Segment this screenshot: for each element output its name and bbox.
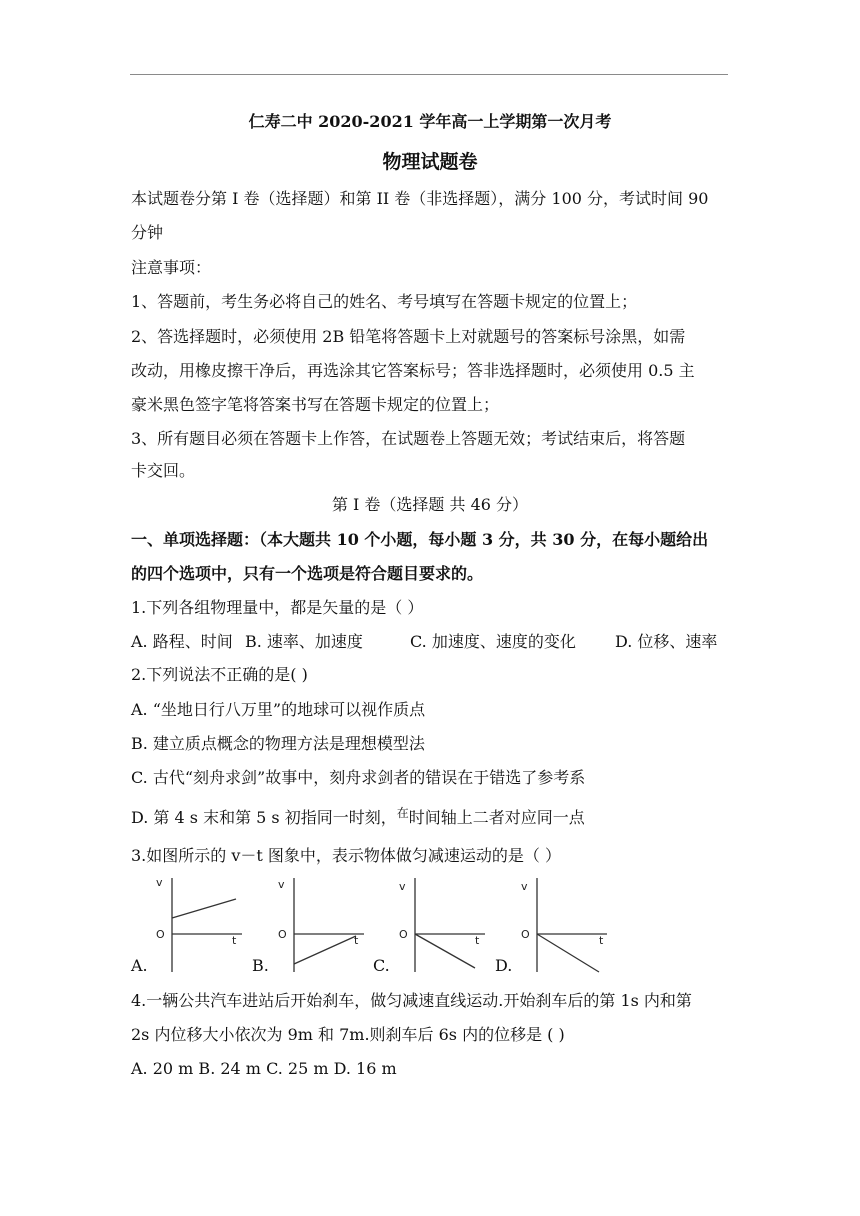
note-3-line-2: 卡交回。 — [131, 461, 196, 480]
vt-graph-b — [272, 876, 372, 976]
note-2-line-1: 2、答选择题时，必须使用 2B 铅笔将答题卡上对就题号的答案标号涂黑，如需 — [131, 327, 686, 346]
paper-subtitle: 物理试题卷 — [382, 151, 478, 173]
note-2-line-3: 豪米黑色签字笔将答案书写在答题卡规定的位置上； — [131, 395, 500, 414]
svg-text:v: v — [278, 878, 285, 891]
q3-label-c: C. — [373, 956, 390, 975]
vt-graph-c — [393, 876, 493, 976]
vt-graph-d — [515, 876, 615, 976]
section-heading-line-2: 的四个选项中，只有一个选项是符合题目要求的。 — [131, 564, 484, 583]
q2-option-d-part2: 时间轴上二者对应同一点 — [408, 808, 585, 827]
note-2-line-2: 改动，用橡皮擦干净后，再选涂其它答案标号；答非选择题时，必须使用 0.5 主 — [131, 361, 695, 380]
svg-text:t: t — [599, 934, 604, 947]
svg-text:v: v — [399, 880, 406, 893]
q4-stem-line-2: 2s 内位移大小依次为 9m 和 7m.则刹车后 6s 内的位移是 ( ) — [131, 1025, 565, 1044]
q2-option-d-small: 在 — [396, 806, 409, 820]
exam-title: 仁寿二中 2020-2021 学年高一上学期第一次月考 — [248, 112, 612, 131]
svg-text:O: O — [278, 928, 287, 941]
svg-text:t: t — [475, 934, 480, 947]
q3-label-a: A. — [131, 956, 148, 975]
q1-option-b: B. 速率、加速度 — [245, 632, 363, 651]
svg-text:O: O — [399, 928, 408, 941]
intro-line-1: 本试题卷分第 I 卷（选择题）和第 II 卷（非选择题），满分 100 分，考试时间 90 — [131, 189, 709, 208]
section-heading-line-1: 一、单项选择题：（本大题共 10 个小题，每小题 3 分，共 30 分，在每小题给出 — [131, 530, 709, 549]
q1-stem: 1.下列各组物理量中，都是矢量的是（ ） — [131, 598, 424, 617]
q2-option-d-part1: D. 第 4 s 末和第 5 s 初指同一时刻， — [131, 808, 397, 827]
q2-option-d — [131, 808, 585, 829]
svg-text:t: t — [232, 934, 237, 947]
q2-option-a: A. “坐地日行八万里”的地球可以视作质点 — [131, 700, 426, 719]
q3-label-d: D. — [495, 956, 513, 975]
q3-label-b: B. — [252, 956, 269, 975]
intro-line-2: 分钟 — [131, 223, 164, 242]
part1-heading: 第 I 卷（选择题 共 46 分） — [331, 495, 529, 514]
q2-stem: 2.下列说法不正确的是( ) — [131, 665, 308, 684]
q1-option-a: A. 路程、时间 — [131, 632, 233, 651]
header-rule — [130, 74, 728, 75]
svg-text:O: O — [156, 928, 165, 941]
q1-option-c: C. 加速度、速度的变化 — [410, 632, 576, 651]
q1-option-d: D. 位移、速率 — [615, 632, 718, 651]
vt-graph-a — [150, 876, 250, 976]
notes-heading: 注意事项： — [131, 258, 212, 277]
svg-text:O: O — [521, 928, 530, 941]
svg-text:t: t — [354, 934, 359, 947]
q4-stem-line-1: 4.一辆公共汽车进站后开始刹车，做匀减速直线运动.开始刹车后的第 1s 内和第 — [131, 991, 692, 1010]
q4-options: A. 20 m B. 24 m C. 25 m D. 16 m — [131, 1059, 397, 1078]
q3-stem: 3.如图所示的 v－t 图象中，表示物体做匀减速运动的是（ ） — [131, 846, 561, 865]
q2-option-b: B. 建立质点概念的物理方法是理想模型法 — [131, 734, 425, 753]
svg-text:v: v — [156, 876, 163, 889]
q2-option-c: C. 古代“刻舟求剑”故事中，刻舟求剑者的错误在于错选了参考系 — [131, 768, 586, 787]
note-3-line-1: 3、所有题目必须在答题卡上作答，在试题卷上答题无效；考试结束后，将答题 — [131, 429, 686, 448]
svg-text:v: v — [521, 880, 528, 893]
note-1: 1、答题前，考生务必将自己的姓名、考号填写在答题卡规定的位置上； — [131, 292, 638, 311]
